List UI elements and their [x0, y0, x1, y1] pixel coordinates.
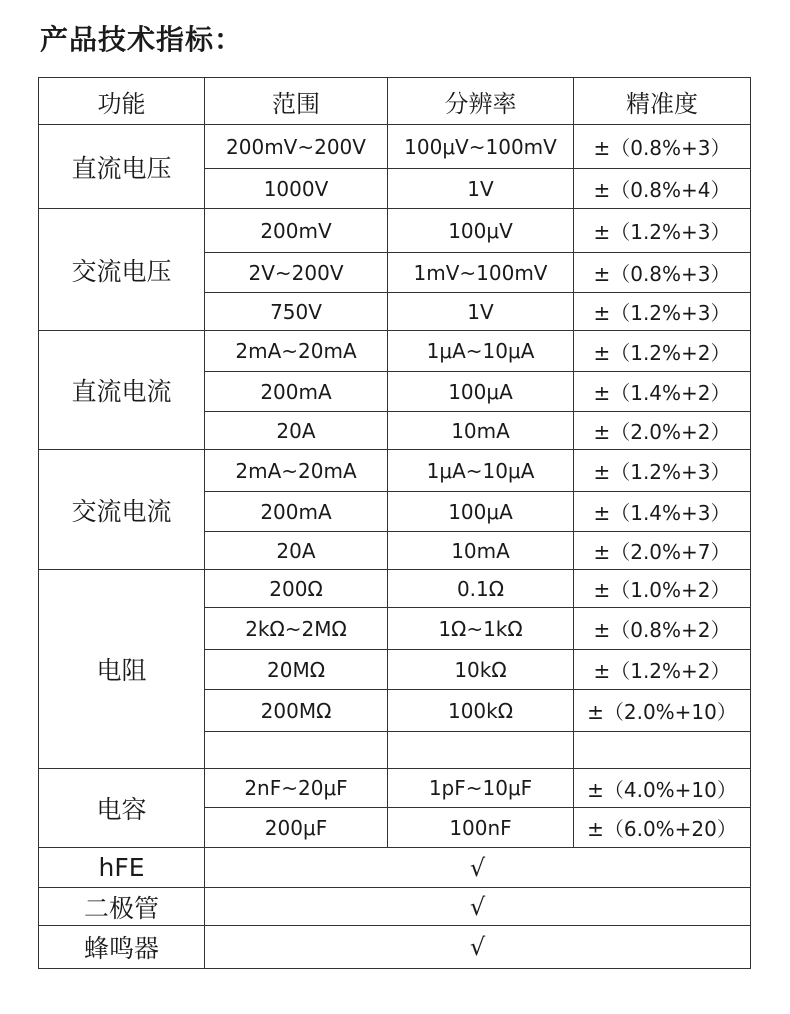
resolution-cell: 1Ω~1kΩ	[388, 608, 574, 650]
resolution-cell: 1pF~10μF	[388, 769, 574, 808]
accuracy-cell: ±（1.2%+3）	[574, 450, 751, 492]
accuracy-cell: ±（0.8%+2）	[574, 608, 751, 650]
range-cell: 750V	[205, 293, 388, 331]
feature-function-cell: 蜂鸣器	[39, 926, 205, 969]
table-row	[39, 450, 751, 492]
range-cell: 200μF	[205, 808, 388, 848]
resolution-cell: 1μA~10μA	[388, 331, 574, 372]
accuracy-cell	[574, 732, 751, 769]
range-cell: 20A	[205, 412, 388, 450]
range-cell: 200Ω	[205, 570, 388, 608]
function-cell: 交流电压	[39, 209, 205, 331]
header-accuracy: 精准度	[574, 78, 751, 125]
range-cell: 2nF~20μF	[205, 769, 388, 808]
accuracy-cell: ±（1.4%+2）	[574, 372, 751, 412]
resolution-cell: 0.1Ω	[388, 570, 574, 608]
page-title: 产品技术指标：	[40, 23, 244, 56]
range-cell: 200mV	[205, 209, 388, 253]
resolution-cell: 100kΩ	[388, 690, 574, 732]
accuracy-cell: ±（0.8%+4）	[574, 169, 751, 209]
range-cell: 200mA	[205, 372, 388, 412]
range-cell	[205, 732, 388, 769]
resolution-cell: 100μA	[388, 492, 574, 532]
resolution-cell: 10mA	[388, 412, 574, 450]
table-row	[39, 769, 751, 808]
accuracy-cell: ±（2.0%+7）	[574, 532, 751, 570]
table-row	[39, 331, 751, 372]
table-row	[39, 570, 751, 608]
checkmark-icon: √	[205, 926, 751, 969]
header-range: 范围	[205, 78, 388, 125]
checkmark-icon: √	[205, 848, 751, 888]
range-cell: 200MΩ	[205, 690, 388, 732]
accuracy-cell: ±（1.2%+3）	[574, 293, 751, 331]
accuracy-cell: ±（1.2%+2）	[574, 650, 751, 690]
accuracy-cell: ±（1.4%+3）	[574, 492, 751, 532]
resolution-cell: 1mV~100mV	[388, 253, 574, 293]
spec-table	[38, 77, 751, 969]
resolution-cell: 100μA	[388, 372, 574, 412]
range-cell: 20MΩ	[205, 650, 388, 690]
range-cell: 2mA~20mA	[205, 331, 388, 372]
resolution-cell: 100μV	[388, 209, 574, 253]
function-cell: 电容	[39, 769, 205, 848]
resolution-cell: 100μV~100mV	[388, 125, 574, 169]
resolution-cell: 1V	[388, 169, 574, 209]
function-cell: 直流电压	[39, 125, 205, 209]
resolution-cell: 100nF	[388, 808, 574, 848]
accuracy-cell: ±（1.0%+2）	[574, 570, 751, 608]
accuracy-cell: ±（6.0%+20）	[574, 808, 751, 848]
feature-function-cell: hFE	[39, 848, 205, 888]
range-cell: 200mV~200V	[205, 125, 388, 169]
table-row	[39, 125, 751, 169]
range-cell: 20A	[205, 532, 388, 570]
spec-table-body	[39, 125, 751, 969]
range-cell: 1000V	[205, 169, 388, 209]
accuracy-cell: ±（1.2%+3）	[574, 209, 751, 253]
range-cell: 200mA	[205, 492, 388, 532]
range-cell: 2kΩ~2MΩ	[205, 608, 388, 650]
resolution-cell: 1μA~10μA	[388, 450, 574, 492]
function-cell: 直流电流	[39, 331, 205, 450]
header-resolution: 分辨率	[388, 78, 574, 125]
accuracy-cell: ±（0.8%+3）	[574, 125, 751, 169]
checkmark-icon: √	[205, 888, 751, 926]
accuracy-cell: ±（4.0%+10）	[574, 769, 751, 808]
range-cell: 2V~200V	[205, 253, 388, 293]
feature-row	[39, 888, 751, 926]
header-function: 功能	[39, 78, 205, 125]
feature-function-cell: 二极管	[39, 888, 205, 926]
resolution-cell: 10mA	[388, 532, 574, 570]
accuracy-cell: ±（0.8%+3）	[574, 253, 751, 293]
range-cell: 2mA~20mA	[205, 450, 388, 492]
feature-row	[39, 848, 751, 888]
feature-row	[39, 926, 751, 969]
accuracy-cell: ±（2.0%+2）	[574, 412, 751, 450]
resolution-cell: 10kΩ	[388, 650, 574, 690]
resolution-cell	[388, 732, 574, 769]
header-row	[39, 78, 751, 125]
resolution-cell: 1V	[388, 293, 574, 331]
accuracy-cell: ±（1.2%+2）	[574, 331, 751, 372]
function-cell: 交流电流	[39, 450, 205, 570]
table-row	[39, 209, 751, 253]
accuracy-cell: ±（2.0%+10）	[574, 690, 751, 732]
function-cell: 电阻	[39, 570, 205, 769]
